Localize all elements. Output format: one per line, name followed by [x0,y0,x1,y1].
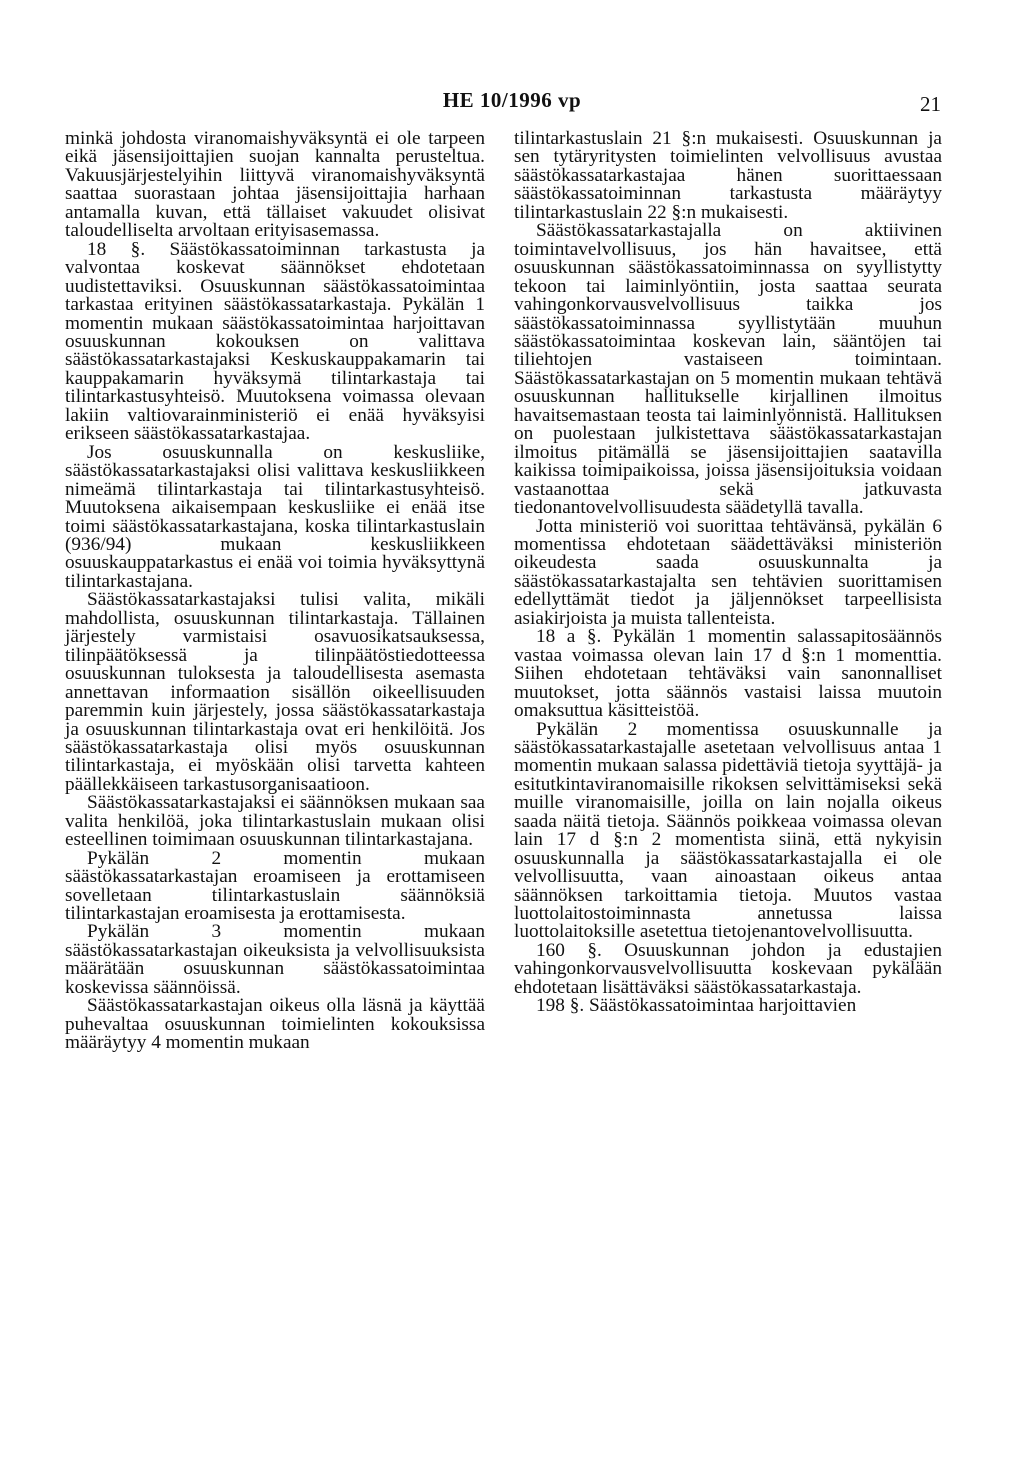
paragraph: Jos osuuskunnalla on keskusliike, säästökassatarkastajaksi olisi valittava keskusliikkeen nimeämä tilintarkastaja tai tilintarkastusyhteisö. Muutoksena aikaisempaan keskusliike ei enää itse toimi säästökassatarkastajana, koska tilintarkastuslain (936/94) mukaan keskusliikkeen osuuskauppatarkastus ei enää voi toimia hyväksyttynä tilintarkastajana. [65,441,485,592]
running-header: HE 10/1996 vp [442,88,582,112]
paragraph: Jotta ministeriö voi suorittaa tehtävänsä, pykälän 6 momentissa ehdotetaan säädettäväksi ministeriön oikeudesta saada osuuskunnalta ja säästökassatarkastajalta sen tehtävien suorittamisen edellyttämät tiedot ja jäljennökset tarpeellisista asiakirjoista ja muista tallenteista. [514,515,942,629]
paragraph: 18 a §. Pykälän 1 momentin salassapitosäännös vastaa voimassa olevan lain 17 d §:n 1 momenttia. Siihen ehdotetaan tehtäväksi vain sanonnalliset muutokset, jotta säännös vastaisi laissa muutoin omaksuttua käsitteistöä. [514,626,942,722]
paragraph: 18 §. Säästökassatoiminnan tarkastusta ja valvontaa koskevat säännökset ehdotetaan uudistettaviksi. Osuuskunnan säästökassatoimintaa tarkastaa erityinen säästökassatarkastaja. Pykälän 1 momentin mukaan säästökassatoimintaa harjoittavan osuuskunnan kokouksen on valittava säästökassatarkastajaksi Keskuskauppakamarin tai kauppakamarin hyväksymä tilintarkastaja tai tilintarkastusyhteisö. Muutoksena voimassa olevaan lakiin valtiovarainministeriö ei enää hyväksyisi erikseen säästökassatarkastajaa. [65,238,485,445]
paragraph: Pykälän 2 momentissa osuuskunnalle ja säästökassatarkastajalle asetetaan velvollisuus antaa 1 momentin mukaan salassa pidettäviä tietoja syyttäjä- ja esitutkintaviranomaisille rikoksen selvittämiseksi sekä muille viranomaisille, joilla on lain nojalla oikeus saada näitä tietoja. Säännös poikkeaa voimassa olevan lain 17 d §:n 2 momentista siinä, että nykyisin osuuskunnalla ja säästökassatarkastajalla ei ole velvollisuutta, vaan ainoastaan oikeus antaa säännöksen tarkoittamia tietoja. Muutos vastaa luottolaitostoiminnasta annetussa laissa luottolaitoksille asetettua tietojenantovelvollisuutta. [514,718,942,943]
paragraph: Säästökassatarkastajan oikeus olla läsnä ja käyttää puhevaltaa osuuskunnan toimielinten kokouksissa määräytyy 4 momentin mukaan [65,995,485,1054]
paragraph: Säästökassatarkastajalla on aktiivinen toimintavelvollisuus, jos hän havaitsee, että osuuskunnan säästökassatoiminnassa on syyllistytty tekoon tai laiminlyöntiin, josta saattaa seurata vahingonkorvausvelvollisuus taikka jos säästökassatoiminnassa syyllistytään muuhun säästökassatoimintaa koskevan lain, sääntöjen tai tiliehtojen vastaiseen toimintaan. Säästökassatarkastajan on 5 momentin mukaan tehtävä osuuskunnan hallitukselle kirjallinen ilmoitus havaitsemastaan teosta tai laiminlyönnistä. Hallituksen on puolestaan julkistettava säästökassatarkastajan ilmoitus pitämällä se jäsensijoittajien saatavilla kaikissa toimipaikoissa, joissa jäsensijoituksia voidaan vastaanottaa sekä jatkuvasta tiedonantovelvollisuudesta säädetyllä tavalla. [514,220,942,519]
paragraph: minkä johdosta viranomaishyväksyntä ei ole tarpeen eikä jäsensijoittajien suojan kannalta perusteltua. Vakuusjärjestelyihin liittyvä viranomaishyväksyntä saattaa suorastaan johtaa jäsensijoittajia harhaan antamalla kuvan, että tällaiset vakuudet olisivat taloudelliselta arvoltaan erityisasemassa. [65,128,485,242]
paragraph: Pykälän 3 momentin mukaan säästökassatarkastajan oikeuksista ja velvollisuuksista määrätään osuuskunnan säästökassatoimintaa koskevissa säännöissä. [65,921,485,998]
paragraph: tilintarkastuslain 21 §:n mukaisesti. Osuuskunnan ja sen tytäryritysten toimielinten velvollisuus avustaa säästökassatarkastajaa hänen suorittaessaan säästökassatoiminnan tarkastusta määräytyy tilintarkastuslain 22 §:n mukaisesti. [514,128,942,223]
page-number: 21 [920,92,941,116]
paragraph: Säästökassatarkastajaksi tulisi valita, mikäli mahdollista, osuuskunnan tilintarkastaja. Tällainen järjestely varmistaisi osavuosikatsauksessa, tilinpäätöksessä ja tilinpäätöstiedotteessa osuuskunnan tuloksesta ja taloudellisesta asemasta annettavan informaation sisällön oikeellisuuden paremmin kuin järjestely, jossa säästökassatarkastaja ja osuuskunnan tilintarkastaja ovat eri henkilöitä. Jos säästökassatarkastaja olisi myös osuuskunnan tilintarkastaja, ei myöskään olisi tarvetta kahteen päällekkäiseen tarkastusorganisaatioon. [65,589,485,795]
paragraph: 160 §. Osuuskunnan johdon ja edustajien vahingonkorvausvelvollisuutta koskevaan pykälään ehdotetaan lisättäväksi säästökassatarkastaja. [514,939,942,998]
paragraph: Säästökassatarkastajaksi ei säännöksen mukaan saa valita henkilöä, joka tilintarkastuslain mukaan olisi esteellinen toimimaan osuuskunnan tilintarkastajana. [65,792,485,851]
right-column [514,130,942,1016]
paragraph: 198 §. Säästökassatoimintaa harjoittavien [536,995,857,1017]
left-column [65,130,485,1053]
paragraph: Pykälän 2 momentin mukaan säästökassatarkastajan eroamiseen ja erottamiseen sovelletaan tilintarkastuslain säännöksiä tilintarkastajan eroamisesta ja erottamisesta. [65,847,485,925]
